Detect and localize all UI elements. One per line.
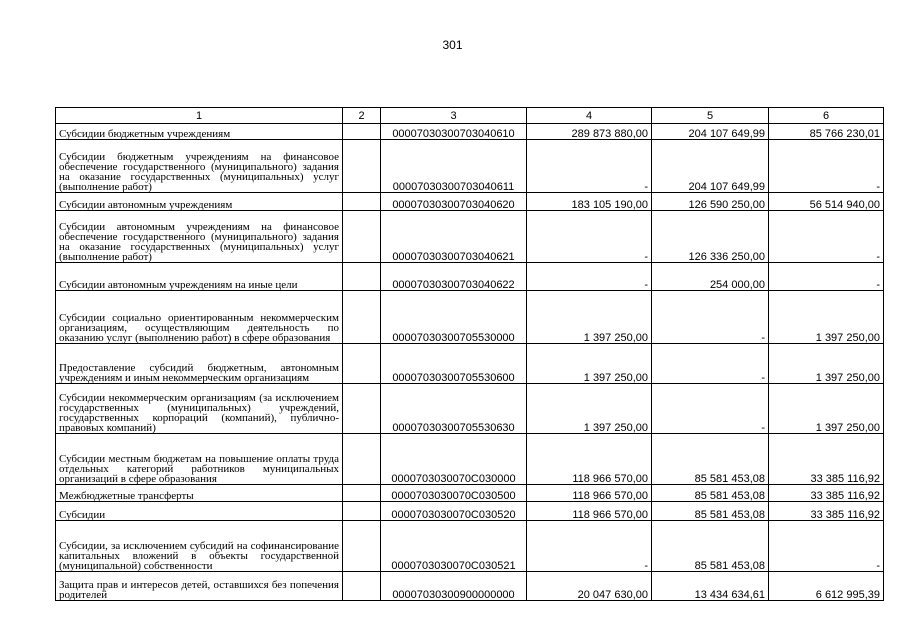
row-value-6: 6 612 995,39 xyxy=(769,572,884,601)
row-value-6: - xyxy=(769,263,884,291)
table-row xyxy=(56,384,884,434)
row-value-6: 1 397 250,00 xyxy=(769,344,884,384)
column-header: 1 xyxy=(56,108,343,124)
row-code: 0000703030070С030500 xyxy=(381,485,527,502)
row-name: Субсидии xyxy=(56,502,343,521)
row-value-4: - xyxy=(527,263,652,291)
page-number: 301 xyxy=(442,38,463,52)
row-col2 xyxy=(343,572,381,601)
row-col2 xyxy=(343,140,381,193)
row-value-6: 56 514 940,00 xyxy=(769,193,884,211)
row-value-5: 13 434 634,61 xyxy=(652,572,769,601)
row-code: 00007030300703040610 xyxy=(381,124,527,140)
row-col2 xyxy=(343,211,381,263)
row-name: Субсидии автономным учреждениям на иные цели xyxy=(56,263,343,291)
row-value-5: 85 581 453,08 xyxy=(652,485,769,502)
row-col2 xyxy=(343,193,381,211)
row-value-4: 118 966 570,00 xyxy=(527,434,652,485)
row-value-4: 1 397 250,00 xyxy=(527,291,652,344)
table-row xyxy=(56,124,884,140)
row-value-4: 1 397 250,00 xyxy=(527,384,652,434)
row-value-4: 1 397 250,00 xyxy=(527,344,652,384)
row-name: Субсидии социально ориентированным некоммерческим организациям, осуществляющим деятельность по оказанию услуг (выполнению работ) в сфере образования xyxy=(56,291,343,344)
table-row xyxy=(56,211,884,263)
table-row xyxy=(56,291,884,344)
row-value-5: 126 336 250,00 xyxy=(652,211,769,263)
row-col2 xyxy=(343,485,381,502)
table-row xyxy=(56,434,884,485)
row-value-4: - xyxy=(527,521,652,572)
row-col2 xyxy=(343,384,381,434)
row-value-6: 85 766 230,01 xyxy=(769,124,884,140)
row-name: Субсидии автономным учреждениям xyxy=(56,193,343,211)
table-row xyxy=(56,572,884,601)
row-value-4: - xyxy=(527,211,652,263)
row-code: 00007030300703040621 xyxy=(381,211,527,263)
row-code: 0000703030070С030520 xyxy=(381,502,527,521)
row-value-5: 126 590 250,00 xyxy=(652,193,769,211)
row-code: 00007030300705530630 xyxy=(381,384,527,434)
row-name: Предоставление субсидий бюджетным, автономным учреждениям и иным некоммерческим организациям xyxy=(56,344,343,384)
row-value-5: 85 581 453,08 xyxy=(652,521,769,572)
table-header-row xyxy=(56,108,884,124)
row-name: Субсидии бюджетным учреждениям xyxy=(56,124,343,140)
row-value-4: 118 966 570,00 xyxy=(527,502,652,521)
row-col2 xyxy=(343,502,381,521)
row-value-6: - xyxy=(769,521,884,572)
table-row xyxy=(56,193,884,211)
row-value-5: - xyxy=(652,344,769,384)
row-value-4: 118 966 570,00 xyxy=(527,485,652,502)
row-name: Субсидии автономным учреждениям на финансовое обеспечение государственного (муниципального) задания на оказание государственных (муниципальных) услуг (выполнение работ) xyxy=(56,211,343,263)
row-value-4: 20 047 630,00 xyxy=(527,572,652,601)
table-row xyxy=(56,263,884,291)
row-name: Субсидии местным бюджетам на повышение оплаты труда отдельных категорий работников муниципальных организаций в сфере образования xyxy=(56,434,343,485)
row-code: 00007030300703040622 xyxy=(381,263,527,291)
column-header: 6 xyxy=(769,108,884,124)
row-value-6: 1 397 250,00 xyxy=(769,291,884,344)
row-code: 00007030300705530000 xyxy=(381,291,527,344)
row-value-5: 254 000,00 xyxy=(652,263,769,291)
row-value-4: 289 873 880,00 xyxy=(527,124,652,140)
column-header: 4 xyxy=(527,108,652,124)
row-col2 xyxy=(343,124,381,140)
row-value-6: 33 385 116,92 xyxy=(769,485,884,502)
row-name: Субсидии бюджетным учреждениям на финансовое обеспечение государственного (муниципального) задания на оказание государственных (муниципальных) услуг (выполнение работ) xyxy=(56,140,343,193)
row-value-5: 85 581 453,08 xyxy=(652,502,769,521)
table-row xyxy=(56,521,884,572)
table-row xyxy=(56,502,884,521)
table-row xyxy=(56,140,884,193)
row-value-6: - xyxy=(769,211,884,263)
row-value-5: 85 581 453,08 xyxy=(652,434,769,485)
row-code: 00007030300900000000 xyxy=(381,572,527,601)
row-name: Межбюджетные трансферты xyxy=(56,485,343,502)
row-code: 00007030300703040611 xyxy=(381,140,527,193)
column-header: 3 xyxy=(381,108,527,124)
row-col2 xyxy=(343,521,381,572)
row-code: 0000703030070С030000 xyxy=(381,434,527,485)
column-header: 5 xyxy=(652,108,769,124)
row-code: 0000703030070С030521 xyxy=(381,521,527,572)
row-col2 xyxy=(343,434,381,485)
row-value-6: - xyxy=(769,140,884,193)
row-value-6: 1 397 250,00 xyxy=(769,384,884,434)
row-col2 xyxy=(343,263,381,291)
budget-table xyxy=(55,107,884,601)
row-value-5: - xyxy=(652,384,769,434)
row-col2 xyxy=(343,291,381,344)
row-value-5: 204 107 649,99 xyxy=(652,124,769,140)
row-value-4: - xyxy=(527,140,652,193)
row-value-5: - xyxy=(652,291,769,344)
row-value-4: 183 105 190,00 xyxy=(527,193,652,211)
row-name: Субсидии, за исключением субсидий на софинансирование капитальных вложений в объекты государственной (муниципальной) собственности xyxy=(56,521,343,572)
row-value-5: 204 107 649,99 xyxy=(652,140,769,193)
row-col2 xyxy=(343,344,381,384)
row-name: Субсидии некоммерческим организациям (за исключением государственных (муниципальных) учреждений, государственных корпораций (компаний), публично-правовых компаний) xyxy=(56,384,343,434)
table-row xyxy=(56,485,884,502)
row-code: 00007030300705530600 xyxy=(381,344,527,384)
table-row xyxy=(56,344,884,384)
row-name: Защита прав и интересов детей, оставшихся без попечения родителей xyxy=(56,572,343,601)
row-value-6: 33 385 116,92 xyxy=(769,434,884,485)
column-header: 2 xyxy=(343,108,381,124)
row-value-6: 33 385 116,92 xyxy=(769,502,884,521)
row-code: 00007030300703040620 xyxy=(381,193,527,211)
